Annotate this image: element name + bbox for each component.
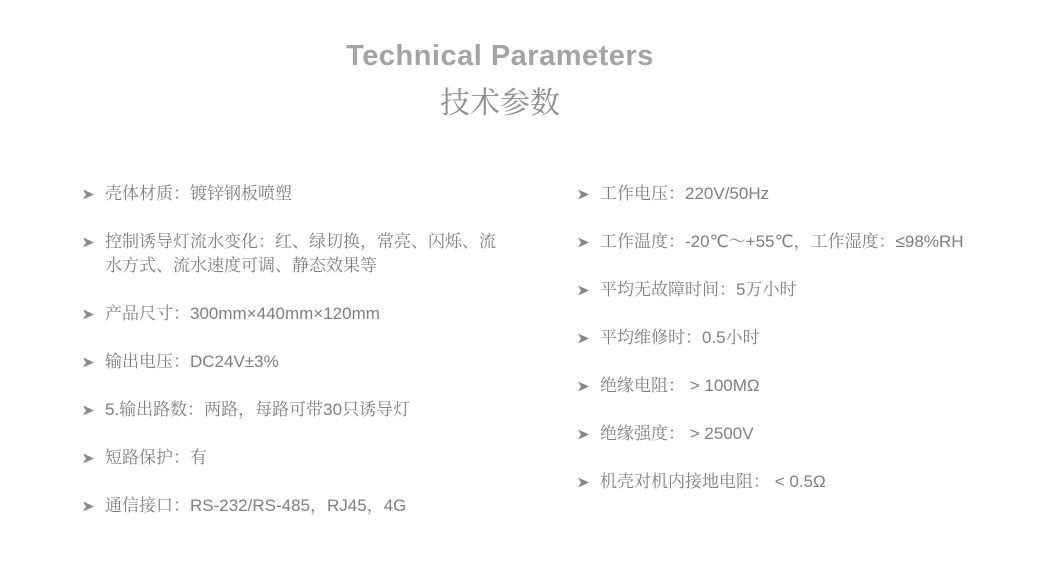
spec-item-text: 短路保护：有 — [105, 448, 207, 467]
spec-item-text: 绝缘强度： > 2500V — [600, 424, 754, 443]
arrow-bullet-icon — [577, 326, 600, 345]
spec-item — [577, 278, 1015, 302]
spec-item — [577, 470, 1015, 494]
spec-item-text: 控制诱导灯流水变化：红、绿切换，常亮、闪烁、流水方式、流水速度可调、静态效果等 — [105, 232, 496, 275]
spec-item-text: 平均维修时：0.5小时 — [600, 328, 760, 347]
arrow-bullet-icon — [82, 350, 105, 369]
arrow-bullet-icon — [82, 494, 105, 513]
spec-item — [82, 398, 502, 422]
spec-item-text: 壳体材质：镀锌钢板喷塑 — [105, 184, 292, 203]
spec-item-text: 机壳对机内接地电阻： < 0.5Ω — [600, 472, 826, 491]
spec-item — [577, 326, 1015, 350]
spec-item — [82, 446, 502, 470]
spec-item — [82, 350, 502, 374]
arrow-bullet-icon — [82, 302, 105, 321]
spec-item — [577, 182, 1015, 206]
spec-item-text: 平均无故障时间：5万小时 — [600, 280, 797, 299]
arrow-bullet-icon — [577, 278, 600, 297]
spec-item-text: 绝缘电阻： > 100MΩ — [600, 376, 760, 395]
spec-list-right — [577, 182, 1015, 518]
spec-item — [82, 182, 502, 206]
spec-item — [82, 302, 502, 326]
spec-item-text: 通信接口：RS-232/RS-485，RJ45，4G — [105, 496, 407, 515]
arrow-bullet-icon — [577, 182, 600, 201]
spec-item — [577, 230, 1015, 254]
spec-item-text: 5.输出路数：两路，每路可带30只诱导灯 — [105, 400, 411, 419]
arrow-bullet-icon — [577, 470, 600, 489]
arrow-bullet-icon — [82, 398, 105, 417]
page-title-english: Technical Parameters — [346, 40, 654, 72]
spec-item-text: 产品尺寸：300mm×440mm×120mm — [105, 304, 380, 323]
spec-item — [577, 422, 1015, 446]
page-title-chinese: 技术参数 — [440, 87, 560, 120]
spec-list-left — [82, 182, 502, 542]
arrow-bullet-icon — [82, 446, 105, 465]
spec-item — [82, 230, 502, 278]
spec-item-text: 工作温度：-20℃～+55℃，工作湿度：≤98%RH — [600, 232, 964, 251]
arrow-bullet-icon — [82, 182, 105, 201]
spec-item-text: 输出电压：DC24V±3% — [105, 352, 279, 371]
spec-item-text: 工作电压：220V/50Hz — [600, 184, 770, 203]
arrow-bullet-icon — [577, 422, 600, 441]
arrow-bullet-icon — [577, 230, 600, 249]
arrow-bullet-icon — [82, 230, 105, 249]
spec-item — [577, 374, 1015, 398]
spec-item — [82, 494, 502, 518]
arrow-bullet-icon — [577, 374, 600, 393]
